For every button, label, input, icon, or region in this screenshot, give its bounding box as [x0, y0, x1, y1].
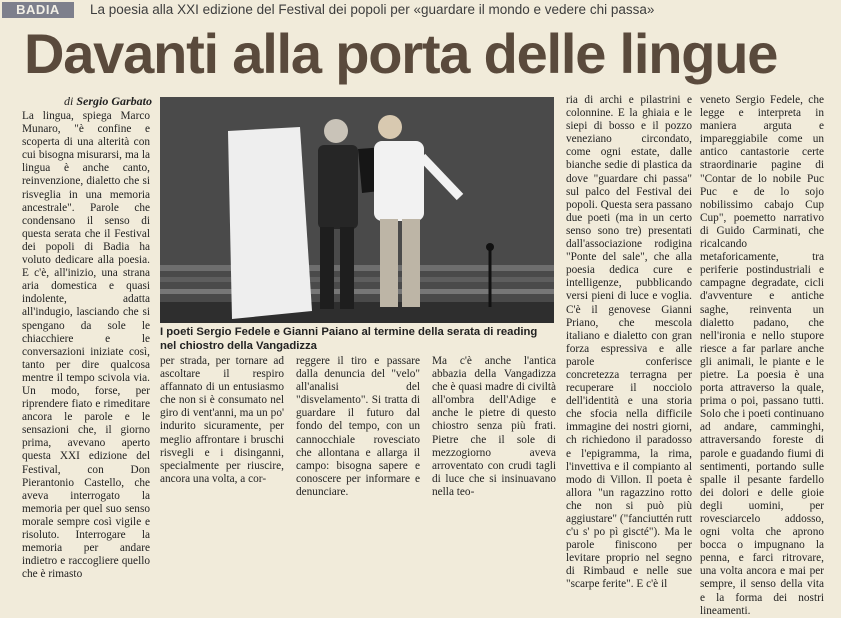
column-6-text: veneto Sergio Fedele, che legge e interpreta in maniera arguta e impareggiabile come un antico cantastorie certe straordinarie pagine di "Contar de lo nobile Puc Puc e de lo sojo nobilissimo cabajo Cup Cup", poemetto narrativo di Guido Carminati, che ricalcando metaforicamente, tra periferie postindustriali e campagne degradate, cicli d'avventure e antiche saghe, reinventa un dialetto padano, che nell'ironia e nello stupore riesce a far parlare anche gli animali, le piante e le pietre. La poesia è una porta attraverso la quale, prima o poi, passano tutti. Solo che i poeti continuano ad andare, camminghi, attraversando foreste di parole e guadando fiumi di sentimenti, portando sulle spalle il pesante fardello dei dolori e delle gioie degli uomini, per rovesciarcelo addosso, ogni volta che aprono bocca o impugnano la penna, e farci ritrovare, una volta ancora e mai per sempre, il senso della vita e la forma dei nostri lineamenti. — [700, 94, 824, 617]
headline: Davanti alla porta delle lingue — [24, 22, 778, 85]
column-1-text: La lingua, spiega Marco Munaro, "è confine e scoperta di una alterità con cui bisogna misurarsi, ma la lingua è anche canto, reinvenzione, dialetto che si risveglia in una memoria ancestrale". Parole che condensano il senso di questa serata che il Festival dei popoli di Badia ha voluto dedicare alla poesia. E c'è, all'inizio, una strana aria domestica e quasi indolente, adatta all'indugio, lasciando che si spengano da sole le chiacchiere e le conversazioni iniziate così, tanto per dire qualcosa mentre il tempo scivola via. Un modo, forse, per riprendere fiato e rimeditare ancora le parole e le sensazioni che, il giorno prima, avevano aperto questa XXI edizione del Festival, con Don Pierantonio Castello, che aveva interrogato la memoria per quel suo senso morale sempre così vigile e risoluto. Interrogare la memoria per andare indietro e raccogliere quello che è rimasto — [22, 110, 150, 581]
article-photo — [160, 97, 554, 323]
article-column-5 — [566, 94, 692, 592]
column-5-text: ria di archi e pilastrini e colonnine. E la ghiaia e le siepi di bosso e il pozzo veneziano circondato, come ogni estate, dalle bianche sedie di plastica da dove "guardare chi passa" sul palco del Festival dei popoli. Questa sera passano due poeti (ma in un certo senso sono tre) presentati dall'associazione rodigina "Ponte del sale", che alla poesia dedica cure e intelligenze, pubblicando versi pieni di luce e voglia. C'è il genovese Gianni Priano, che mescola italiano e dialetto con gran forza espressiva e alle parole conferisce concretezza terragna per recuperare il nocciolo dell'identità e una storia che sfocia nella difficile immagine dei nostri giorni, ch richiedono il paradosso e l'epigramma, la rima, l'invettiva e il compianto al modo di Villon. Il poeta è allora "un ragazzino rotto che non si può più aggiustare" ("fanciuttén rutt c'u s' po pì giscté"). Ma le parole finiscono per levitare proprio nel segno di Rimbaud e nelle sue "scarpe ferite". E c'è il — [566, 94, 692, 591]
article-column-2 — [160, 355, 284, 486]
article-column-4 — [432, 355, 556, 499]
photo-caption: I poeti Sergio Fedele e Gianni Paiano al termine della serata di reading nel chiostro della Vangadizza — [160, 326, 538, 352]
byline-prefix: di — [64, 94, 74, 108]
column-4-text: Ma c'è anche l'antica abbazia della Vangadizza che è quasi madre di civiltà all'ombra dell'Adige e anche le pietre di questo chiostro senza più frati. Pietre che il sole di mezzogiorno aveva arroventato con crudi tagli di luce che si insinuavano nella teo- — [432, 355, 556, 498]
article-column-3 — [296, 355, 420, 499]
article-column-6 — [700, 94, 824, 618]
kicker-text: La poesia alla XXI edizione del Festival dei popoli per «guardare il mondo e vedere chi passa» — [90, 2, 655, 17]
section-badge: BADIA — [2, 2, 74, 18]
column-3-text: reggere il tiro e passare dalla denuncia del "velo" all'analisi del "disvelamento". Si tratta di guardare il futuro dal fondo del tempo, con un cannocchiale rovesciato che allontana e allarga il campo: bisogna sapere e conoscere per informare e denunciare. — [296, 355, 420, 498]
poets-on-stage-illustration — [160, 97, 554, 323]
kicker-strip — [0, 0, 841, 20]
byline-author: Sergio Garbato — [76, 94, 153, 108]
column-2-text: per strada, per tornare ad ascoltare il respiro affannato di un entusiasmo che non si è consumato nel giro di vent'anni, ma un po' indurito sicuramente, per meglio affrontare i bruschi risvegli e i disinganni, specialmente per riuscire, ancora una volta, a cor- — [160, 355, 284, 485]
article-column-1 — [22, 110, 150, 581]
byline — [64, 94, 152, 109]
